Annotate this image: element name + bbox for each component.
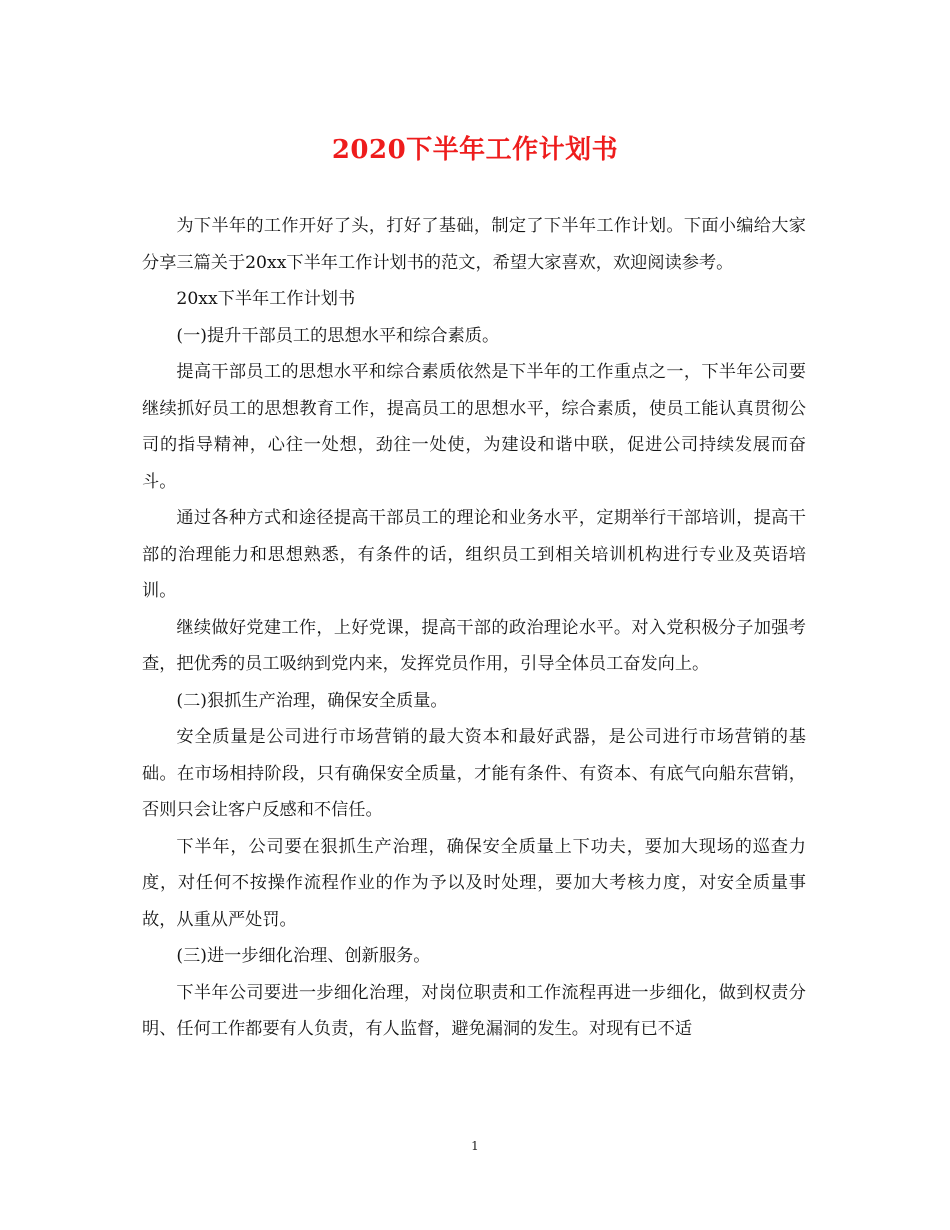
intro-paragraph: 为下半年的工作开好了头，打好了基础，制定了下半年工作计划。下面小编给大家分享三篇关于20xx下半年工作计划书的范文，希望大家喜欢，欢迎阅读参考。: [142, 216, 806, 273]
subheading-1: (一)提升干部员工的思想水平和综合素质。: [176, 325, 500, 346]
document-title: 2020下半年工作计划书: [331, 135, 619, 165]
subheading-3: (三)进一步细化治理、创新服务。: [176, 946, 431, 966]
body-paragraph: 继续做好党建工作，上好党课，提高干部的政治理论水平。对入党积极分子加强考查，把优秀的员工吸纳到党内来，发挥党员作用，引导全体员工奋发向上。: [142, 617, 806, 674]
body-paragraph: 通过各种方式和途径提高干部员工的理论和业务水平，定期举行干部培训，提高干部的治理能力和思想熟悉，有条件的话，组织员工到相关培训机构进行专业及英语培训。: [142, 508, 806, 601]
page-number: 1: [471, 1139, 479, 1153]
document-body: [142, 208, 806, 1048]
body-paragraph: 安全质量是公司进行市场营销的最大资本和最好武器，是公司进行市场营销的基础。在市场相持阶段，只有确保安全质量，才能有条件、有资本、有底气向船东营销，否则只会让客户反感和不信任。: [142, 727, 806, 820]
subheading-2: (二)狠抓生产治理，确保安全质量。: [176, 690, 448, 711]
section-heading: 20xx下半年工作计划书: [176, 289, 356, 309]
body-paragraph: 下半年公司要进一步细化治理，对岗位职责和工作流程再进一步细化，做到权责分明、任何工作都要有人负责，有人监督，避免漏洞的发生。对现有已不适: [142, 982, 806, 1039]
body-paragraph: 提高干部员工的思想水平和综合素质依然是下半年的工作重点之一，下半年公司要继续抓好员工的思想教育工作，提高员工的思想水平，综合素质，使员工能认真贯彻公司的指导精神，心往一处想，劲往一处使，为建设和谐中联，促进公司持续发展而奋斗。: [142, 362, 806, 492]
body-paragraph: 下半年，公司要在狠抓生产治理，确保安全质量上下功夫，要加大现场的巡查力度，对任何不按操作流程作业的作为予以及时处理，要加大考核力度，对安全质量事故，从重从严处罚。: [142, 836, 806, 930]
